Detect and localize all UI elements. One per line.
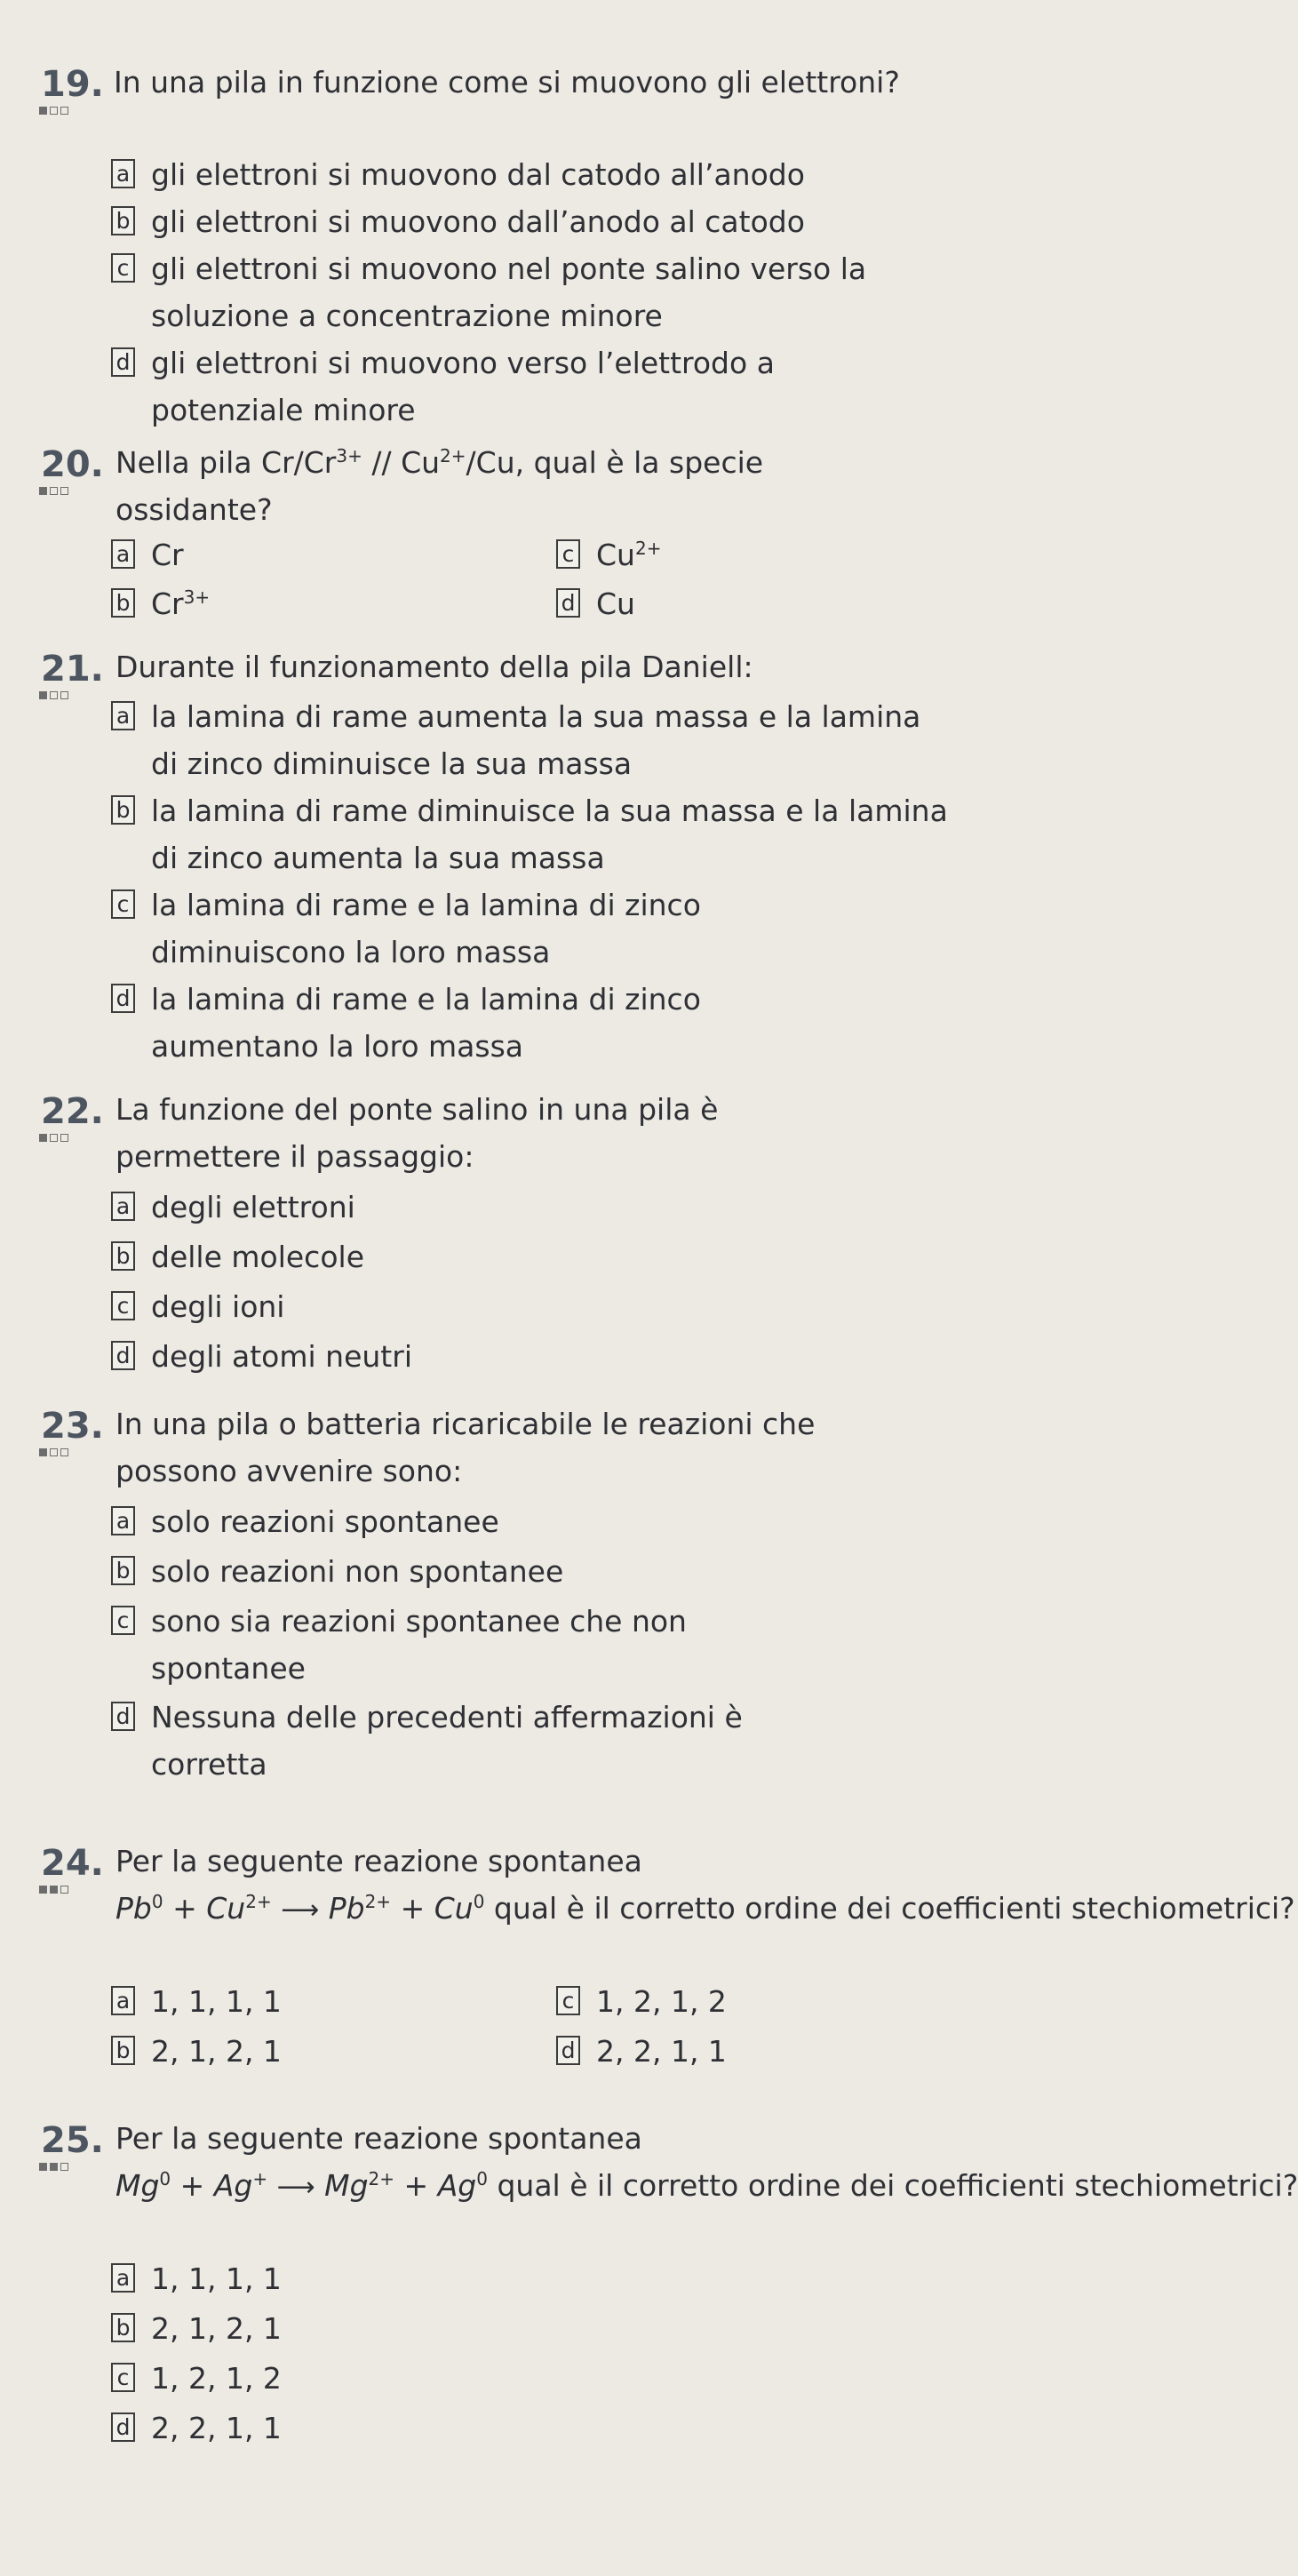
reaction-arrow-icon: ⟶ bbox=[276, 2172, 315, 2203]
option-letter: c bbox=[111, 253, 135, 283]
option-text: gli elettroni si muovono dal catodo all’anodo bbox=[151, 157, 805, 192]
option-letter: c bbox=[556, 1986, 580, 2015]
question-text: Durante il funzionamento della pila Daniell: bbox=[115, 650, 753, 684]
option-letter: c bbox=[111, 2363, 135, 2392]
question-text: La funzione del ponte salino in una pila è permettere il passaggio: bbox=[115, 1092, 719, 1174]
option-c[interactable] bbox=[111, 245, 915, 339]
option-text: la lamina di rame diminuisce la sua massa e la lamina di zinco aumenta la sua massa bbox=[151, 794, 948, 875]
option-text: sono sia reazioni spontanee che non spontanee bbox=[151, 1604, 687, 1686]
option-text: 1, 1, 1, 1 bbox=[151, 2261, 282, 2296]
option-letter: b bbox=[111, 2036, 135, 2065]
question-number: 25. bbox=[41, 2120, 104, 2161]
option-b[interactable] bbox=[111, 580, 524, 627]
option-a[interactable] bbox=[111, 693, 951, 787]
option-c[interactable] bbox=[111, 881, 702, 976]
option-b[interactable] bbox=[111, 2305, 951, 2352]
option-text: 2, 1, 2, 1 bbox=[151, 2034, 282, 2069]
option-letter: b bbox=[111, 588, 135, 618]
option-b[interactable] bbox=[111, 1233, 951, 1280]
option-text: la lamina di rame aumenta la sua massa e la lamina di zinco diminuisce la sua massa bbox=[151, 699, 921, 781]
option-a[interactable] bbox=[111, 531, 524, 578]
option-letter: a bbox=[111, 539, 135, 569]
option-text: degli ioni bbox=[151, 1289, 285, 1324]
option-b[interactable] bbox=[111, 1548, 951, 1595]
option-letter: c bbox=[111, 1606, 135, 1635]
question-number: 24. bbox=[41, 1843, 104, 1884]
option-letter: d bbox=[111, 347, 135, 377]
option-d[interactable] bbox=[111, 1694, 826, 1788]
question-text: Per la seguente reazione spontanea Mg$^0$ + Ag+ ⟶ $Mg^{2+} + Ag^0$ qual è il corretto ordine dei coefficienti stechiometrici? bbox=[115, 2115, 968, 2211]
option-letter: c bbox=[111, 1291, 135, 1320]
reaction-equation: $Pb^0 + Cu^{2+}$ ⟶ $Pb^{2+} + Cu^0$ qual è il corretto ordine dei coefficienti stechiometrici? bbox=[115, 1891, 1295, 1926]
difficulty-indicator bbox=[39, 1134, 68, 1142]
option-letter: d bbox=[111, 2413, 135, 2442]
option-d[interactable] bbox=[111, 2405, 951, 2452]
reaction-equation: Mg$^0$ + Ag+ ⟶ $Mg^{2+} + Ag^0$ qual è il corretto ordine dei coefficienti stechiometrici? bbox=[115, 2168, 1298, 2203]
option-letter: c bbox=[556, 539, 580, 569]
option-c[interactable] bbox=[556, 1978, 969, 2025]
option-a[interactable] bbox=[111, 1184, 951, 1231]
option-a[interactable] bbox=[111, 151, 951, 198]
question-text: In una pila o batteria ricaricabile le reazioni che possono avvenire sono: bbox=[115, 1407, 816, 1488]
option-b[interactable] bbox=[111, 198, 951, 245]
option-d[interactable] bbox=[556, 580, 969, 627]
option-letter: b bbox=[111, 206, 135, 235]
option-text: $Cu^{2+}$ bbox=[596, 538, 662, 572]
option-letter: a bbox=[111, 2263, 135, 2293]
option-letter: c bbox=[111, 889, 135, 919]
option-letter: d bbox=[556, 2036, 580, 2065]
option-text: solo reazioni non spontanee bbox=[151, 1554, 564, 1589]
difficulty-indicator bbox=[39, 487, 68, 495]
option-text: degli atomi neutri bbox=[151, 1339, 412, 1374]
option-text: Cr bbox=[151, 538, 184, 572]
reaction-arrow-icon: ⟶ bbox=[281, 1894, 320, 1926]
option-text: 2, 1, 2, 1 bbox=[151, 2311, 282, 2346]
option-text: 2, 2, 1, 1 bbox=[596, 2034, 727, 2069]
option-c[interactable] bbox=[556, 531, 969, 578]
question-number: 20. bbox=[41, 444, 104, 485]
difficulty-indicator bbox=[39, 1886, 68, 1894]
option-c[interactable] bbox=[111, 2355, 951, 2402]
option-d[interactable] bbox=[111, 976, 702, 1070]
option-text: gli elettroni si muovono nel ponte salino verso la soluzione a concentrazione minore bbox=[151, 251, 867, 333]
option-letter: d bbox=[111, 1702, 135, 1731]
difficulty-indicator bbox=[39, 2163, 68, 2171]
option-d[interactable] bbox=[111, 1333, 951, 1380]
option-text: degli elettroni bbox=[151, 1190, 355, 1224]
option-d[interactable] bbox=[111, 339, 880, 434]
difficulty-indicator bbox=[39, 691, 68, 699]
option-text: $Cr^{3+}$ bbox=[151, 586, 211, 621]
option-text: 2, 2, 1, 1 bbox=[151, 2411, 282, 2445]
question-number: 22. bbox=[41, 1091, 104, 1132]
option-text: solo reazioni spontanee bbox=[151, 1504, 499, 1539]
option-text: 1, 1, 1, 1 bbox=[151, 1984, 282, 2019]
option-letter: d bbox=[111, 984, 135, 1013]
option-text: Nessuna delle precedenti affermazioni è corretta bbox=[151, 1700, 743, 1782]
option-a[interactable] bbox=[111, 1498, 951, 1545]
option-text: la lamina di rame e la lamina di zinco aumentano la loro massa bbox=[151, 982, 701, 1064]
option-text: delle molecole bbox=[151, 1240, 364, 1274]
option-letter: a bbox=[111, 1192, 135, 1221]
option-letter: a bbox=[111, 1506, 135, 1535]
question-text: In una pila in funzione come si muovono gli elettroni? bbox=[114, 65, 900, 100]
option-b[interactable] bbox=[111, 2028, 524, 2075]
question-number: 19. bbox=[41, 64, 104, 105]
option-text: gli elettroni si muovono dall’anodo al catodo bbox=[151, 204, 805, 239]
question-text: Nella pila $Cr/Cr^{3+} // Cu^{2+}/Cu$, qual è la specie ossidante? bbox=[115, 445, 764, 527]
option-letter: a bbox=[111, 1986, 135, 2015]
option-letter: d bbox=[556, 588, 580, 618]
option-c[interactable] bbox=[111, 1598, 826, 1692]
option-text: Cu bbox=[596, 586, 635, 621]
option-text: 1, 2, 1, 2 bbox=[596, 1984, 727, 2019]
question-number: 21. bbox=[41, 649, 104, 690]
option-letter: b bbox=[111, 1241, 135, 1271]
option-text: la lamina di rame e la lamina di zinco diminuiscono la loro massa bbox=[151, 888, 701, 969]
difficulty-indicator bbox=[39, 1448, 68, 1456]
option-a[interactable] bbox=[111, 1978, 524, 2025]
option-text: gli elettroni si muovono verso l’elettrodo a potenziale minore bbox=[151, 346, 775, 427]
option-letter: a bbox=[111, 701, 135, 730]
question-number: 23. bbox=[41, 1406, 104, 1447]
question-text: Per la seguente reazione spontanea $Pb^0 + Cu^{2+}$ ⟶ $Pb^{2+} + Cu^0$ qual è il corretto ordine dei coefficienti stechiometrici? bbox=[115, 1838, 968, 1934]
option-text: 1, 2, 1, 2 bbox=[151, 2361, 282, 2396]
difficulty-indicator bbox=[39, 107, 68, 115]
option-letter: b bbox=[111, 1556, 135, 1585]
option-a[interactable] bbox=[111, 2255, 951, 2302]
option-c[interactable] bbox=[111, 1283, 951, 1330]
option-letter: a bbox=[111, 159, 135, 188]
option-letter: d bbox=[111, 1341, 135, 1370]
option-d[interactable] bbox=[556, 2028, 969, 2075]
option-letter: b bbox=[111, 795, 135, 825]
option-b[interactable] bbox=[111, 787, 951, 881]
option-letter: b bbox=[111, 2313, 135, 2342]
